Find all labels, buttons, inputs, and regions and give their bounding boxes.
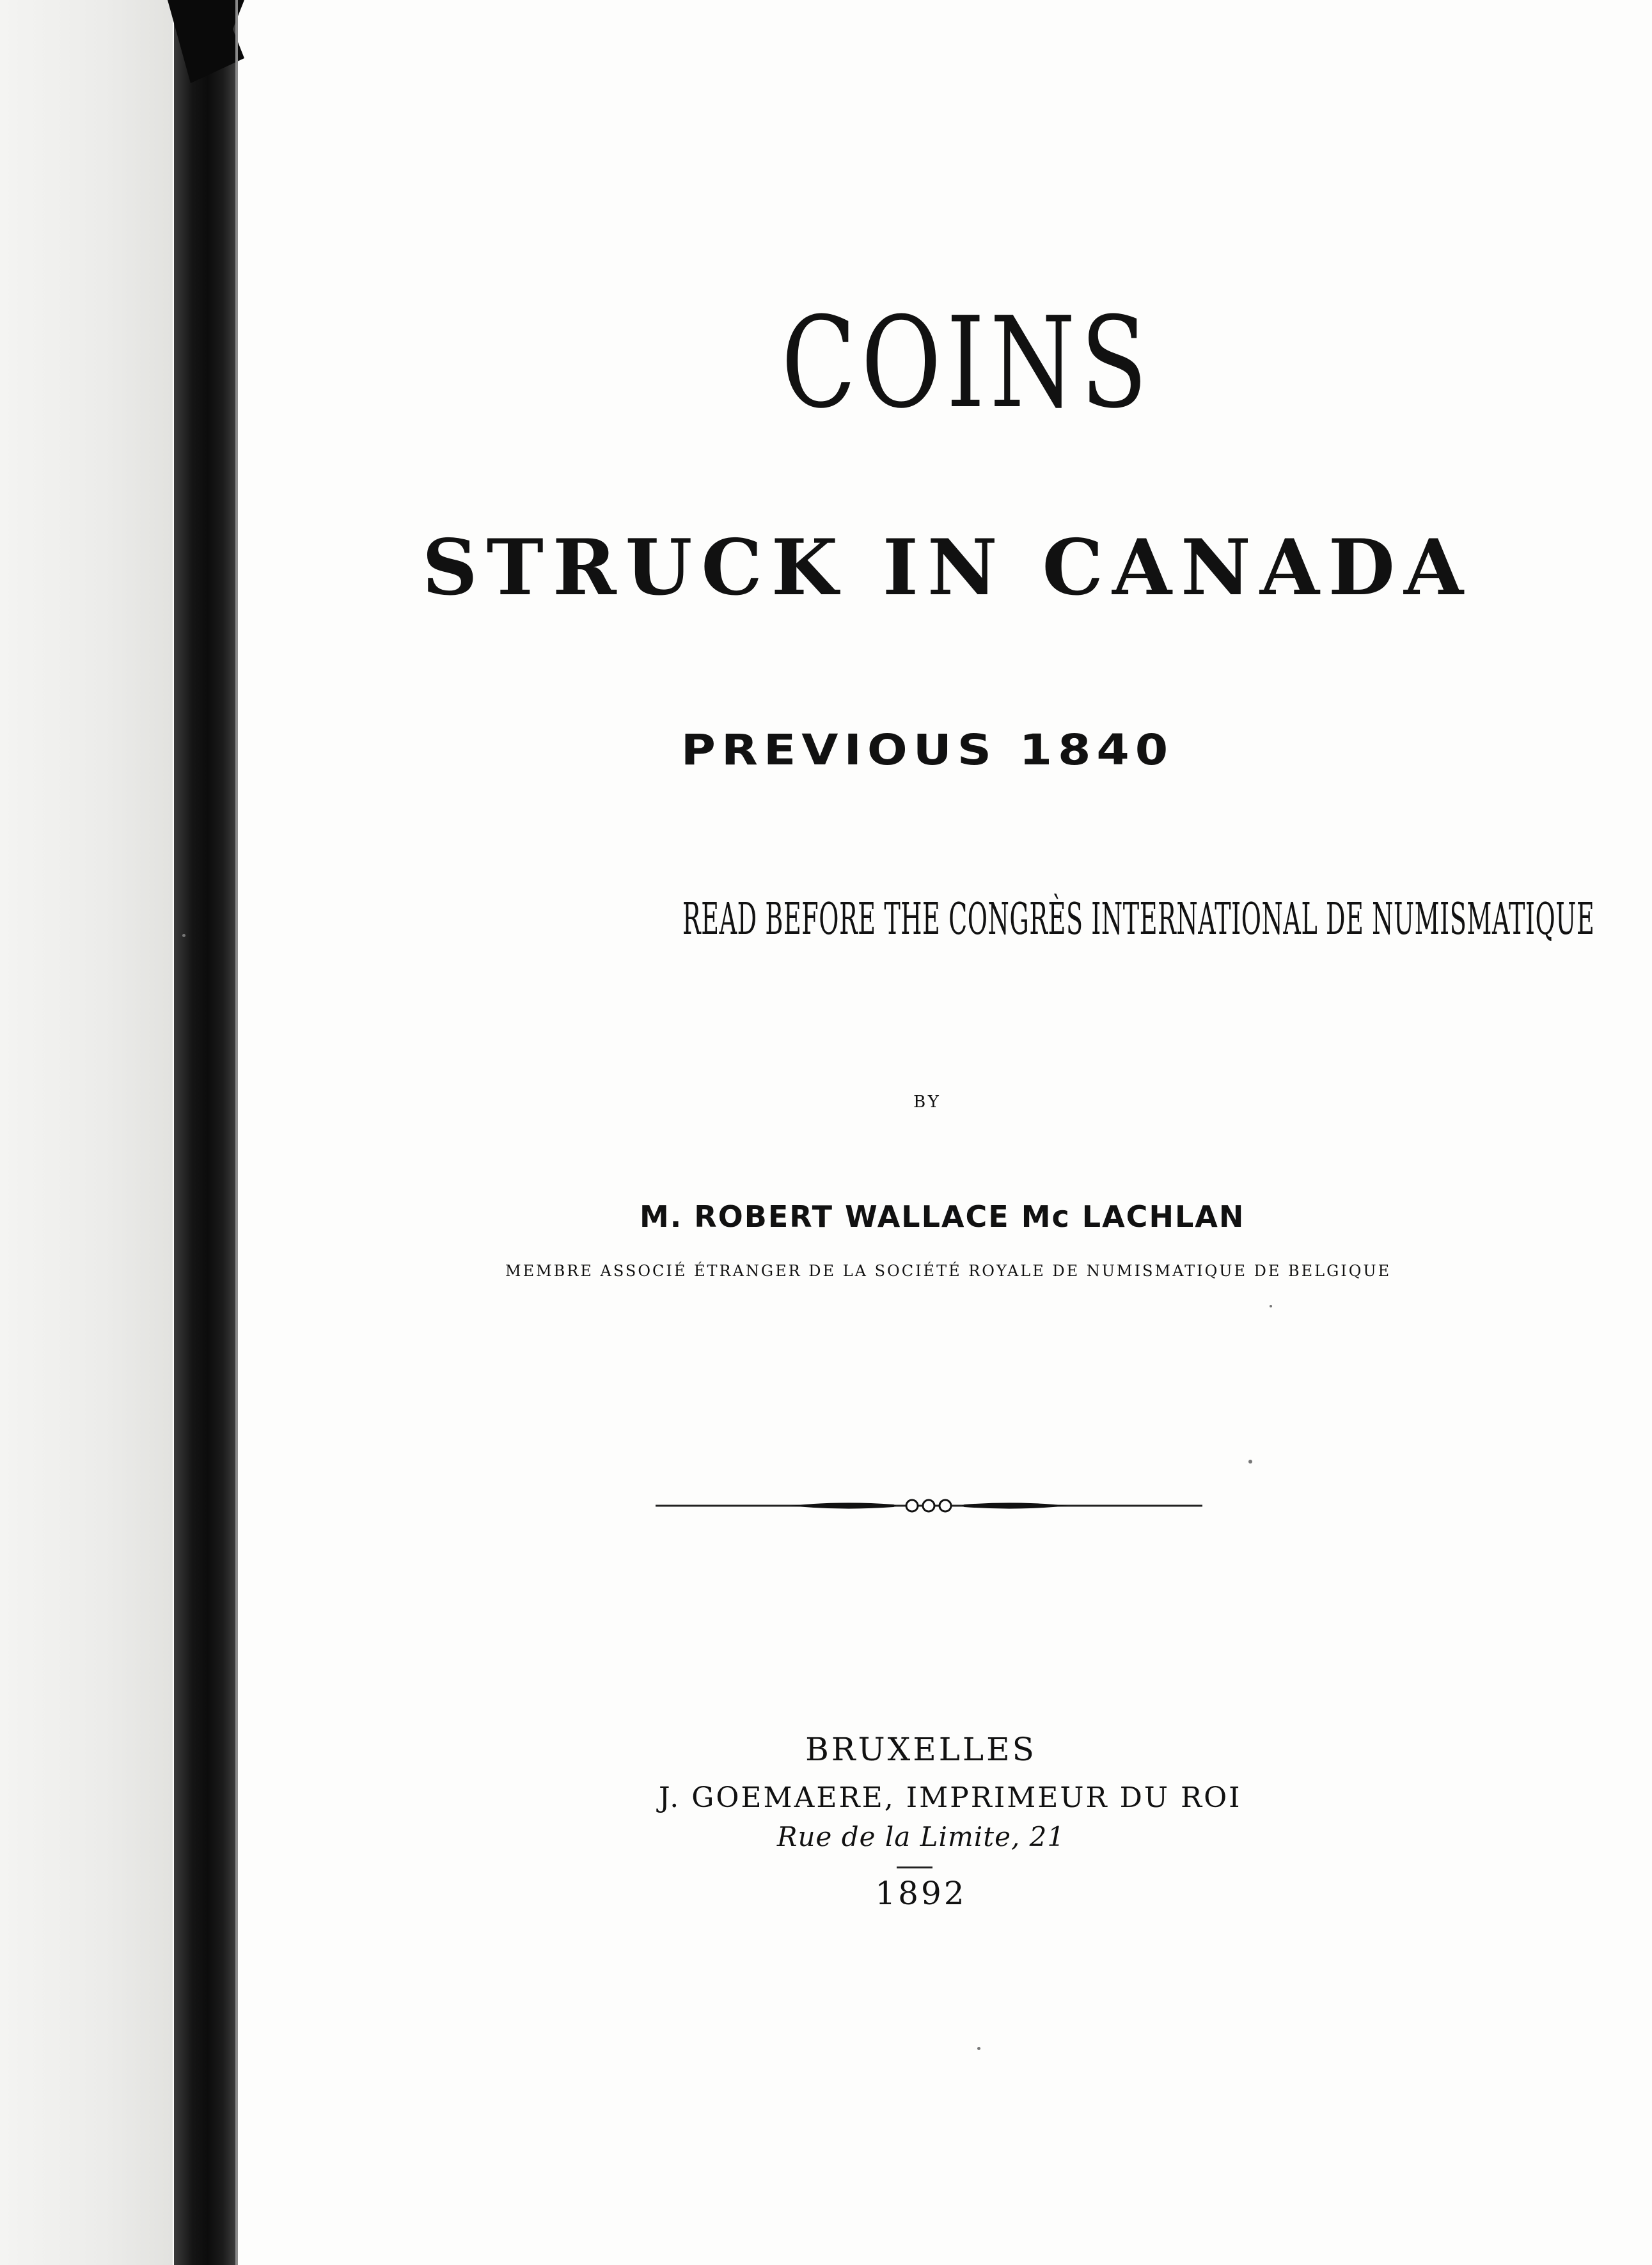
imprint-year: 1892 (875, 1875, 967, 1912)
title-struck-in-canada: STRUCK IN CANADA (422, 523, 1473, 613)
title-previous-1840: PREVIOUS 1840 (680, 725, 1174, 775)
binding-gutter (0, 0, 173, 2265)
title-read-before: READ BEFORE THE CONGRÈS INTERNATIONAL DE NUMISMATIQUE (682, 894, 1595, 945)
imprint-printer: J. GOEMAERE, IMPRIMEUR DU ROI (659, 1781, 1242, 1814)
imprint-rule (897, 1866, 932, 1868)
imprint-address: Rue de la Limite, 21 (776, 1821, 1066, 1852)
author-name: M. ROBERT WALLACE Mc LACHLAN (640, 1199, 1245, 1234)
byline-by: BY (913, 1093, 941, 1112)
title-coins: COINS (781, 290, 1152, 436)
spine-edge (235, 0, 238, 2265)
imprint-city: BRUXELLES (805, 1731, 1037, 1768)
paper-speck (977, 2047, 980, 2050)
book-spine (174, 0, 235, 2265)
author-affiliation: MEMBRE ASSOCIÉ ÉTRANGER DE LA SOCIÉTÉ ROYALE DE NUMISMATIQUE DE BELGIQUE (505, 1262, 1392, 1280)
paper-speck (182, 934, 185, 937)
ornament-divider (656, 1492, 1202, 1520)
paper-speck (1248, 1460, 1252, 1464)
paper-speck (1270, 1305, 1272, 1307)
